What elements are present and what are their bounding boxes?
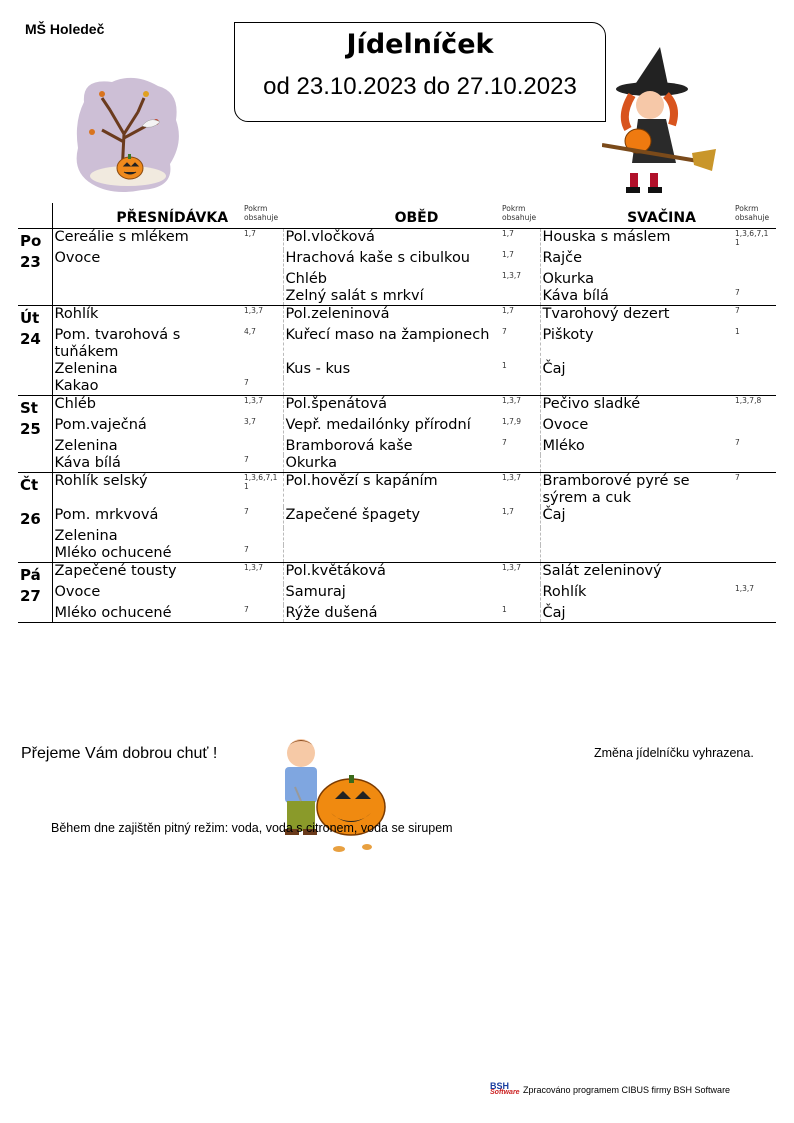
breakfast-item	[52, 288, 242, 306]
snack-item: Rohlík	[542, 584, 587, 600]
day-number: 24	[18, 327, 52, 361]
lunch-item	[283, 528, 500, 545]
snack-item: Bramborové pyré se sýrem a cuk	[542, 473, 690, 506]
menu-row	[18, 473, 776, 508]
breakfast-item: Zelenina	[54, 361, 118, 377]
snack-item	[540, 455, 733, 473]
allergen-codes: 1,3,6,7,1 1	[735, 229, 769, 247]
menu-row	[18, 605, 776, 623]
breakfast-item: Kakao	[52, 378, 242, 396]
lunch-item: Bramborová kaše	[285, 438, 413, 454]
day-cell	[18, 271, 52, 288]
greeting-text: Přejeme Vám dobrou chuť !	[21, 745, 218, 762]
snack-header: SVAČINA	[540, 203, 733, 229]
allergen-codes: 7	[735, 306, 740, 315]
breakfast-item: Mléko ochucené	[52, 545, 242, 563]
logo-text: BSH	[490, 1081, 510, 1091]
day-abbr: Čt	[18, 473, 52, 508]
allergen-codes	[733, 271, 776, 288]
allergen-codes: 1,3,7,8	[735, 396, 762, 405]
menu-header-row	[18, 203, 776, 229]
allergen-codes: 7	[242, 605, 283, 623]
allergen-codes	[500, 584, 540, 605]
allergen-codes: 7	[242, 455, 283, 473]
allergen-codes: 1,3,6,7,1 1	[242, 473, 283, 508]
allergen-header: Pokrm obsahuje	[733, 203, 776, 229]
allergen-codes	[733, 563, 776, 585]
day-cell	[18, 288, 52, 306]
allergen-codes	[500, 545, 540, 563]
allergen-codes: 1	[735, 327, 740, 336]
snack-item	[540, 545, 733, 563]
lunch-item: Vepř. medailónky přírodní	[285, 417, 471, 433]
snack-item: Tvarohový dezert	[542, 306, 670, 322]
breakfast-item: Pom.vaječná	[54, 417, 147, 433]
bsh-logo	[490, 1081, 520, 1103]
allergen-codes	[733, 378, 776, 396]
allergen-codes	[242, 528, 283, 545]
allergen-codes: 7	[242, 507, 283, 528]
allergen-codes: 1,3,7	[500, 271, 540, 288]
menu-row	[18, 229, 776, 251]
snack-item: Okurka	[542, 271, 595, 287]
breakfast-item: Rohlík	[54, 306, 99, 322]
autumn-tree-image	[72, 72, 184, 196]
menu-row	[18, 563, 776, 585]
day-abbr: Út	[18, 306, 52, 328]
page-title: Jídelníček	[346, 29, 494, 60]
lunch-item: Rýže dušená	[283, 605, 500, 623]
breakfast-item: Pom. tvarohová s tuňákem	[54, 327, 181, 360]
menu-row	[18, 250, 776, 271]
day-cell	[18, 438, 52, 455]
boy-pumpkin-image	[271, 735, 391, 861]
allergen-codes	[242, 288, 283, 306]
allergen-header: Pokrm obsahuje	[500, 203, 540, 229]
allergen-codes	[242, 584, 283, 605]
menu-row	[18, 327, 776, 361]
menu-row	[18, 455, 776, 473]
menu-row	[18, 271, 776, 288]
allergen-codes: 1,3,7	[242, 563, 283, 585]
day-cell	[18, 378, 52, 396]
allergen-codes: 1,7,9	[500, 417, 540, 438]
lunch-item: Kuřecí maso na žampionech	[285, 327, 490, 343]
lunch-header: OBĚD	[283, 203, 500, 229]
snack-item: Ovoce	[542, 417, 589, 433]
allergen-codes	[500, 288, 540, 306]
menu-row	[18, 378, 776, 396]
allergen-codes	[242, 250, 283, 271]
lunch-item	[283, 545, 500, 563]
allergen-codes	[500, 528, 540, 545]
allergen-codes: 7	[500, 438, 540, 455]
day-cell	[18, 455, 52, 473]
allergen-codes: 1,3,7	[500, 396, 540, 418]
allergen-codes	[733, 417, 776, 438]
allergen-codes	[242, 271, 283, 288]
drinking-regime: Během dne zajištěn pitný režim: voda, voda s citronem, voda se sirupem	[51, 821, 453, 835]
menu-table	[18, 203, 776, 623]
allergen-codes: 1	[500, 605, 540, 623]
allergen-codes	[733, 361, 776, 378]
snack-item: Pečivo sladké	[542, 396, 641, 412]
breakfast-item: Zelenina	[54, 438, 118, 454]
allergen-codes: 1,7	[500, 507, 540, 528]
lunch-item: Zelný salát s mrkví	[283, 288, 500, 306]
lunch-item	[283, 378, 500, 396]
lunch-item: Okurka	[283, 455, 500, 473]
breakfast-item: Zapečené tousty	[54, 563, 177, 579]
lunch-item: Kus - kus	[285, 361, 351, 377]
lunch-item: Pol.špenátová	[285, 396, 388, 412]
menu-row	[18, 361, 776, 378]
allergen-codes	[500, 378, 540, 396]
allergen-codes: 1	[500, 361, 540, 378]
day-header	[18, 203, 52, 229]
snack-item: Rajče	[542, 250, 583, 266]
logo-subtext: Software	[490, 1089, 520, 1096]
snack-item	[540, 528, 733, 545]
allergen-codes: 7	[242, 545, 283, 563]
menu-body	[18, 229, 776, 623]
menu-row	[18, 417, 776, 438]
snack-item: Houska s máslem	[542, 229, 671, 245]
snack-item: Čaj	[540, 605, 733, 623]
allergen-codes	[733, 605, 776, 623]
lunch-item: Samuraj	[285, 584, 346, 600]
breakfast-item: Chléb	[54, 396, 96, 412]
allergen-codes: 4,7	[242, 327, 283, 361]
breakfast-item: Káva bílá	[52, 455, 242, 473]
menu-row	[18, 528, 776, 545]
snack-item: Mléko	[542, 438, 585, 454]
menu-row	[18, 306, 776, 328]
allergen-codes: 1,7	[500, 250, 540, 271]
allergen-codes: 1,3,7	[735, 584, 755, 593]
allergen-header: Pokrm obsahuje	[242, 203, 283, 229]
allergen-codes: 1,7	[242, 229, 283, 251]
day-abbr: St	[18, 396, 52, 418]
allergen-codes	[242, 438, 283, 455]
allergen-codes: 1,3,7	[242, 396, 283, 418]
breakfast-item: Mléko ochucené	[52, 605, 242, 623]
software-credit: Zpracováno programem CIBUS firmy BSH Software	[523, 1085, 731, 1095]
allergen-codes	[733, 528, 776, 545]
breakfast-item: Rohlík selský	[54, 473, 148, 489]
day-abbr: Pá	[18, 563, 52, 585]
allergen-codes: 7	[242, 378, 283, 396]
day-number: 23	[18, 250, 52, 271]
snack-item: Piškoty	[542, 327, 594, 343]
day-cell	[18, 605, 52, 623]
snack-item	[540, 378, 733, 396]
allergen-codes: 7	[500, 327, 540, 361]
title-box	[234, 22, 606, 122]
snack-item: Salát zeleninový	[542, 563, 662, 579]
allergen-codes	[500, 455, 540, 473]
allergen-codes: 3,7	[242, 417, 283, 438]
lunch-item: Pol.zeleninová	[285, 306, 390, 322]
lunch-item: Chléb	[285, 271, 327, 287]
breakfast-header: PŘESNÍDÁVKA	[52, 203, 242, 229]
menu-row	[18, 288, 776, 306]
lunch-item: Pol.hovězí s kapáním	[285, 473, 438, 489]
allergen-codes	[733, 507, 776, 528]
allergen-codes: 7	[735, 473, 740, 482]
lunch-item: Hrachová kaše s cibulkou	[285, 250, 470, 266]
allergen-codes: 7	[733, 288, 776, 306]
school-name: MŠ Holedeč	[25, 21, 105, 37]
allergen-codes: 1,3,7	[500, 563, 540, 585]
allergen-codes: 1,3,7	[500, 473, 540, 508]
breakfast-item: Cereálie s mlékem	[54, 229, 189, 245]
allergen-codes: 1,7	[500, 306, 540, 328]
snack-item: Čaj	[542, 361, 566, 377]
allergen-codes: 7	[735, 438, 740, 447]
snack-item: Káva bílá	[540, 288, 733, 306]
snack-item: Čaj	[542, 507, 566, 523]
allergen-codes	[733, 545, 776, 563]
menu-row	[18, 584, 776, 605]
breakfast-item: Ovoce	[54, 250, 101, 266]
day-cell	[18, 361, 52, 378]
menu-row	[18, 396, 776, 418]
breakfast-item: Zelenina	[54, 528, 118, 544]
day-number: 25	[18, 417, 52, 438]
breakfast-item: Ovoce	[54, 584, 101, 600]
menu-row	[18, 545, 776, 563]
lunch-item: Pol.vločková	[285, 229, 375, 245]
allergen-codes	[733, 250, 776, 271]
lunch-item: Zapečené špagety	[285, 507, 421, 523]
day-number: 26	[18, 507, 52, 528]
lunch-item: Pol.květáková	[285, 563, 386, 579]
witch-image	[602, 45, 716, 197]
menu-row	[18, 438, 776, 455]
day-abbr: Po	[18, 229, 52, 251]
date-range: od 23.10.2023 do 27.10.2023	[263, 73, 577, 100]
day-number: 27	[18, 584, 52, 605]
allergen-codes	[733, 455, 776, 473]
day-cell	[18, 545, 52, 563]
breakfast-item	[52, 271, 242, 288]
change-note: Změna jídelníčku vyhrazena.	[594, 746, 754, 760]
allergen-codes: 1,7	[500, 229, 540, 251]
breakfast-item: Pom. mrkvová	[54, 507, 159, 523]
menu-row	[18, 507, 776, 528]
allergen-codes	[242, 361, 283, 378]
day-cell	[18, 528, 52, 545]
allergen-codes: 1,3,7	[242, 306, 283, 328]
